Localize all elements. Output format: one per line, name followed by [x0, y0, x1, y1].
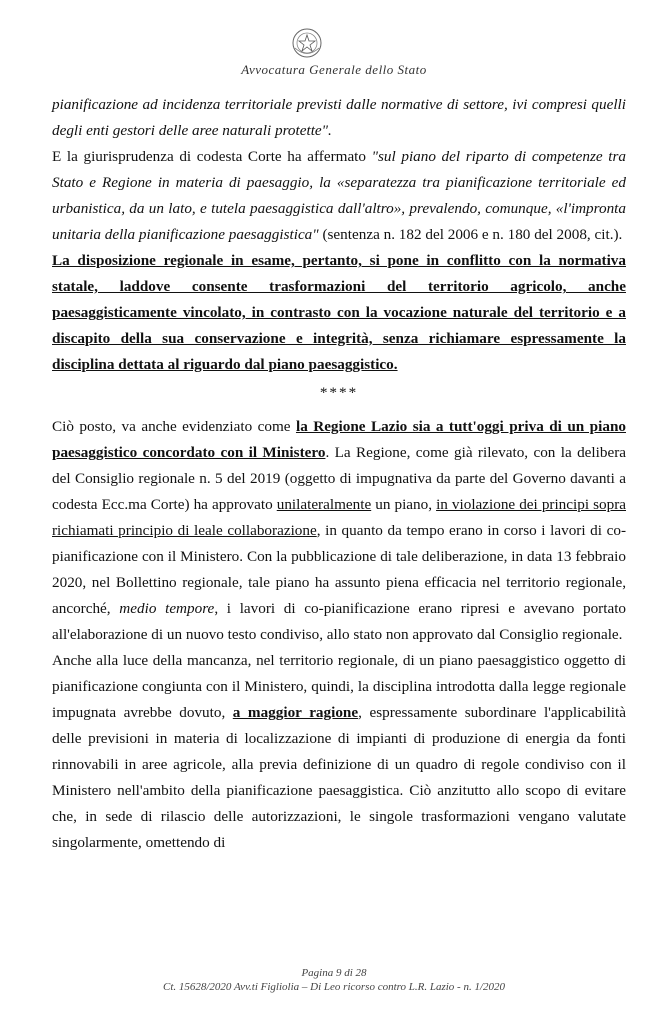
italian-republic-emblem-icon: [290, 26, 324, 60]
p4-g: , in quanto da tempo erano in corso i lavori di co-pianificazione con il Ministero. Con la pubblicazione di tale deliberazione, in data 13 febbraio 2020, nel Bollettino regionale, tale piano ha assunto piena efficacia nel territorio regionale, ancorché,: [52, 522, 626, 617]
paragraph-2: [52, 144, 626, 248]
p4-underlined-unilateral: unilateralmente: [276, 496, 372, 513]
header-title: Avvocatura Generale dello Stato: [241, 62, 427, 77]
p4-c: . La Regione, come già rilevato, con la delibera del Consiglio regionale n. 5 del 2019 (oggetto di impugnativa da parte del Governo davanti a codesta Ecc.ma Corte) ha approvato: [52, 444, 626, 513]
p4-a: Ciò posto, va anche evidenziato come: [52, 418, 296, 435]
paragraph-3: [52, 248, 626, 378]
p4-underlined-violation: in violazione dei principi sopra richiamati principio di leale collaborazione: [52, 496, 626, 539]
p5-c: , espressamente subordinare l'applicabilità delle previsioni in materia di localizzazione di impianti di produzione di energia da fonti rinnovabili in aree agricole, alla previa definizione di un quadro di regole condiviso con il Ministero nell'ambito della pianificazione paesaggistica. Ciò anzitutto allo scopo di evitare che, in sede di rilascio delle autorizzazioni, le singole trasformazioni vengano valutate singolarmente, omettendo di: [52, 704, 626, 851]
section-separator: ****: [319, 384, 359, 401]
p4-italic-medio-tempore: medio tempore: [119, 600, 215, 617]
document-reference: Ct. 15628/2020 Avv.ti Figliolia – Di Leo ricorso contro L.R. Lazio - n. 1/2020: [162, 981, 506, 993]
p4-bold-underlined: la Regione Lazio sia a tutt'oggi priva di un piano paesaggistico concordato con il Ministero: [52, 418, 626, 461]
paragraph-5: [52, 648, 626, 856]
p5-bold-underlined: a maggior ragione: [232, 704, 359, 721]
p3-bold-underlined: La disposizione regionale in esame, pertanto, si pone in conflitto con la normativa statale, laddove consente trasformazioni del territorio agricolo, anche paesaggisticamente vincolato, in contrasto con la vocazione naturale del territorio e a discapito della sua conservazione e integrità, senza richiamare espressamente la disciplina dettata al riguardo dal piano paesaggistico.: [52, 252, 626, 373]
p2-citation: (sentenza n. 182 del 2006 e n. 180 del 2008, cit.).: [318, 226, 623, 243]
page-footer: [0, 966, 668, 994]
p5-a: Anche alla luce della mancanza, nel territorio regionale, di un piano paesaggistico oggetto di pianificazione congiunta con il Ministero, quindi, la disciplina introdotta dalla legge regionale impugnata avrebbe dovuto,: [52, 652, 626, 721]
paragraph-1: [52, 92, 626, 144]
p4-e: un piano,: [371, 496, 437, 513]
p2-intro: E la giurisprudenza di codesta Corte ha affermato: [52, 148, 372, 165]
p2-quote: "sul piano del riparto di competenze tra Stato e Regione in materia di paesaggio, la «separatezza tra pianificazione territoriale ed urbanistica, da un lato, e tutela paesaggistica dall'altro», prevalendo, comunque, «l'impronta unitaria della pianificazione paesaggistica": [52, 148, 627, 243]
p1-text: pianificazione ad incidenza territoriale previsti dalle normative di settore, ivi compresi quelli degli enti gestori delle aree naturali protette".: [52, 96, 626, 139]
paragraph-4: [52, 414, 626, 648]
page-number: Pagina 9 di 28: [301, 967, 367, 979]
document-body: [52, 92, 626, 856]
p4-i: , i lavori di co-pianificazione erano ripresi e avevano portato all'elaborazione di un nuovo testo condiviso, allo stato non approvato dal Consiglio regionale.: [52, 600, 627, 643]
